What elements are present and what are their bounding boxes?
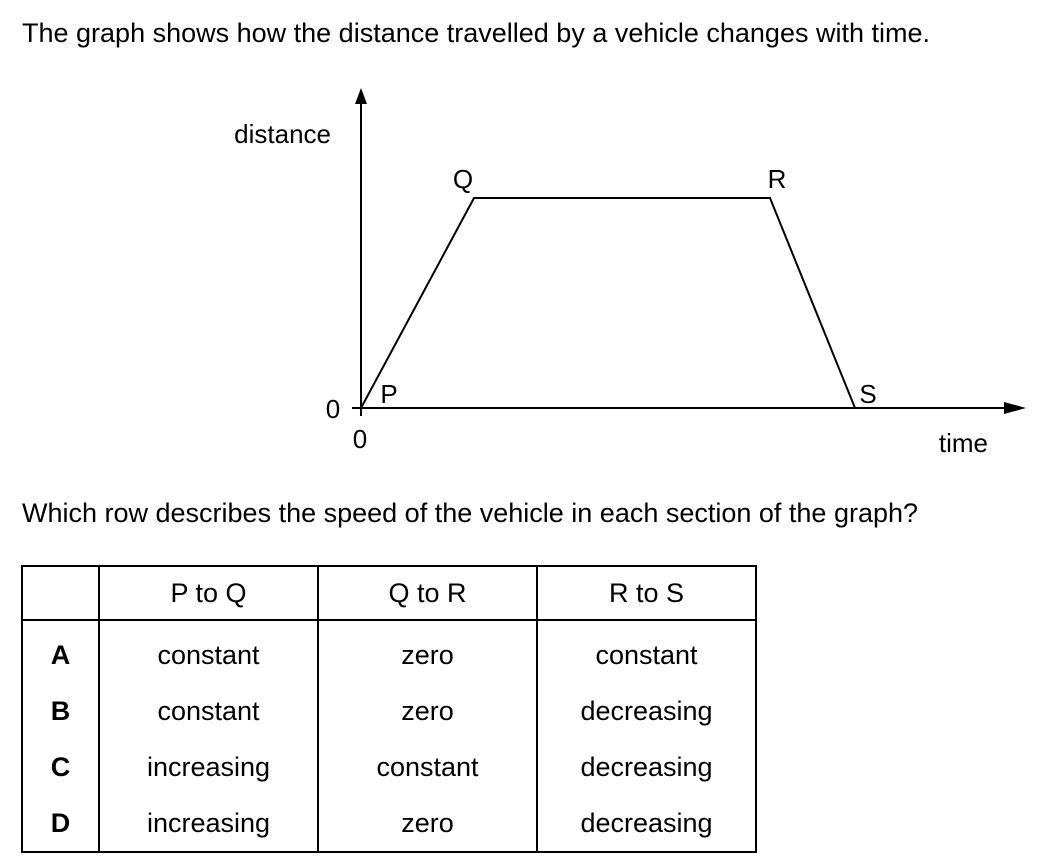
question-intro: The graph shows how the distance travelled by a vehicle changes with time. xyxy=(22,18,930,48)
table-header-row xyxy=(22,566,756,620)
point-label-q: Q xyxy=(452,164,474,194)
table-cell: constant xyxy=(99,620,318,683)
header-cell-q-to-r: Q to R xyxy=(318,566,537,620)
header-cell-blank xyxy=(22,566,99,620)
point-label-s: S xyxy=(859,379,877,409)
table-cell: decreasing xyxy=(537,795,756,852)
table-row[interactable] xyxy=(22,795,756,852)
point-label-r: R xyxy=(767,164,787,194)
table-cell: zero xyxy=(318,620,537,683)
y-axis-label: distance xyxy=(234,119,331,149)
table-cell: increasing xyxy=(99,739,318,795)
graph-line xyxy=(361,198,855,408)
table-cell: constant xyxy=(537,620,756,683)
answer-table xyxy=(21,565,757,853)
origin-x-label: 0 xyxy=(352,424,368,454)
table-cell: decreasing xyxy=(537,683,756,739)
x-axis-arrowhead xyxy=(1004,402,1026,414)
table-row[interactable] xyxy=(22,620,756,683)
table-row[interactable] xyxy=(22,739,756,795)
x-axis-label: time xyxy=(938,428,988,458)
table-cell: constant xyxy=(99,683,318,739)
header-cell-p-to-q: P to Q xyxy=(99,566,318,620)
row-letter: A xyxy=(22,620,99,683)
row-letter: B xyxy=(22,683,99,739)
table-row[interactable] xyxy=(22,683,756,739)
table-cell: zero xyxy=(318,683,537,739)
y-axis-arrowhead xyxy=(355,88,367,104)
table-cell: increasing xyxy=(99,795,318,852)
table-cell: decreasing xyxy=(537,739,756,795)
table-cell: zero xyxy=(318,795,537,852)
question-prompt: Which row describes the speed of the vehicle in each section of the graph? xyxy=(22,498,919,528)
origin-y-label: 0 xyxy=(325,394,341,424)
row-letter: C xyxy=(22,739,99,795)
point-label-p: P xyxy=(380,379,398,409)
table-cell: constant xyxy=(318,739,537,795)
row-letter: D xyxy=(22,795,99,852)
header-cell-r-to-s: R to S xyxy=(537,566,756,620)
